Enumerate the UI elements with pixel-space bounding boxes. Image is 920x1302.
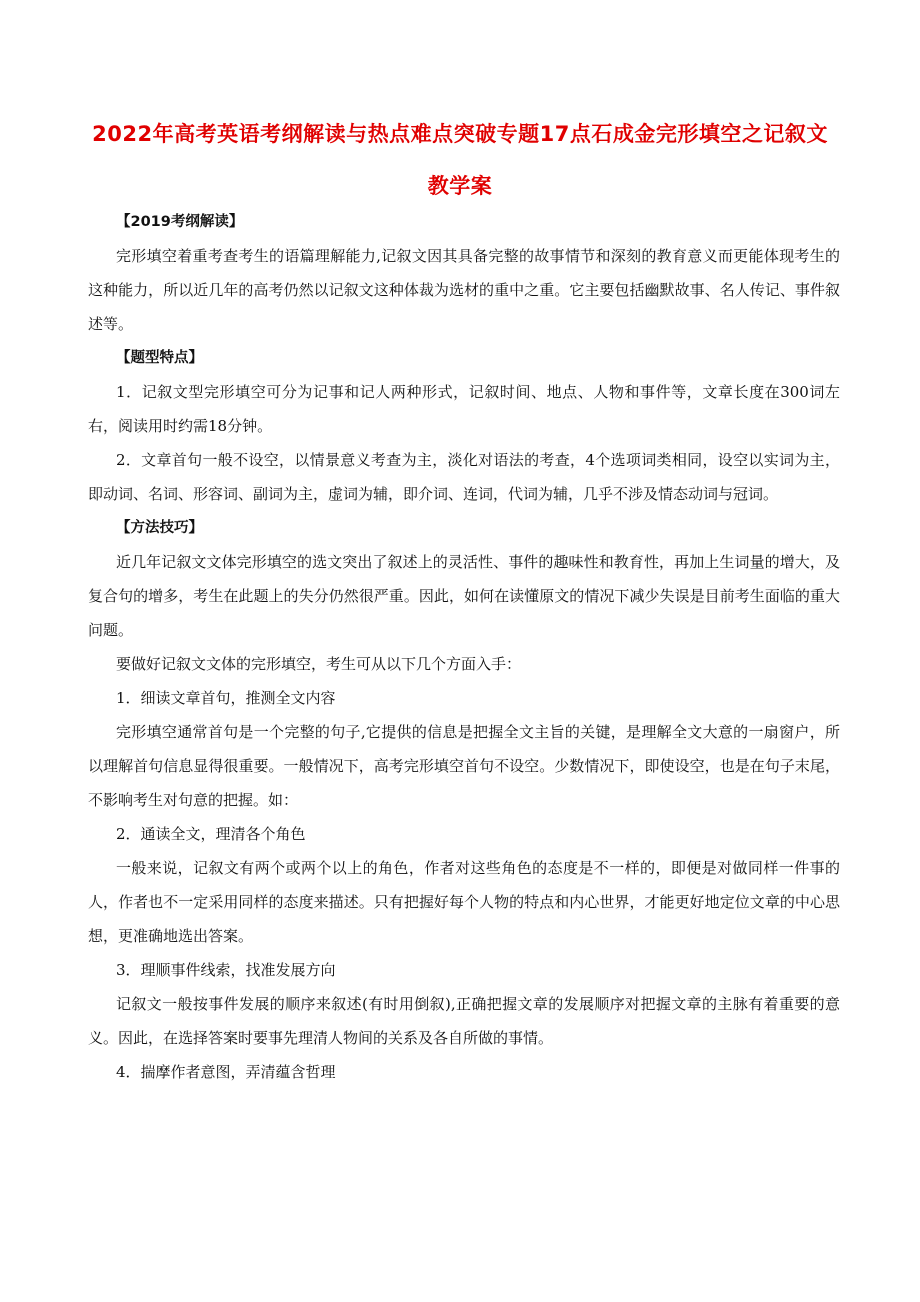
method-1-body: 完形填空通常首句是一个完整的句子,它提供的信息是把握全文主旨的关键，是理解全文大意的一扇窗户，所以理解首句信息显得很重要。一般情况下，高考完形填空首句不设空。少数情况下，即使设空，也是在句子末尾，不影响考生对句意的把握。如： <box>88 723 840 809</box>
paragraph-feature-2: 2．文章首句一般不设空，以情景意义考查为主，淡化对语法的考查，4个选项词类相同，设空以实词为主，即动词、名词、形容词、副词为主，虚词为辅，即介词、连词，代词为辅，几乎不涉及情态动词与冠词。 <box>88 451 840 503</box>
method-2-body: 一般来说，记叙文有两个或两个以上的角色，作者对这些角色的态度是不一样的，即便是对做同样一件事的人，作者也不一定采用同样的态度来描述。只有把握好每个人物的特点和内心世界，才能更好地定位文章的中心思想，更准确地选出答案。 <box>88 859 840 945</box>
document-title-line1: 2022年高考英语考纲解读与热点难点突破专题17点石成金完形填空之记叙文 <box>92 122 828 146</box>
paragraph-methods-intro: 近几年记叙文文体完形填空的选文突出了叙述上的灵活性、事件的趣味性和教育性，再加上生词量的增大，及复合句的增多，考生在此题上的失分仍然很严重。因此，如何在读懂原文的情况下减少失误是目前考生面临的重大问题。 <box>88 553 840 639</box>
method-2-title: 2．通读全文，理清各个角色 <box>116 825 306 843</box>
method-3-title: 3．理顺事件线索，找准发展方向 <box>116 961 336 979</box>
method-4-title: 4．揣摩作者意图，弄清蕴含哲理 <box>116 1063 336 1081</box>
document-title-line2: 教学案 <box>427 174 493 198</box>
paragraph-methods-lead: 要做好记叙文文体的完形填空，考生可从以下几个方面入手： <box>116 655 522 673</box>
paragraph-outline: 完形填空着重考查考生的语篇理解能力,记叙文因其具备完整的故事情节和深刻的教育意义而更能体现考生的这种能力，所以近几年的高考仍然以记叙文这种体裁为选材的重中之重。它主要包括幽默故事、名人传记、事件叙述等。 <box>88 247 840 333</box>
section-heading-methods: 【方法技巧】 <box>116 520 203 536</box>
paragraph-feature-1: 1．记叙文型完形填空可分为记事和记人两种形式，记叙时间、地点、人物和事件等，文章长度在300词左右，阅读用时约需18分钟。 <box>88 383 840 435</box>
method-3-body: 记叙文一般按事件发展的顺序来叙述(有时用倒叙),正确把握文章的发展顺序对把握文章的主脉有着重要的意义。因此，在选择答案时要事先理清人物间的关系及各自所做的事情。 <box>88 995 840 1047</box>
document-body <box>88 205 840 1089</box>
section-heading-features: 【题型特点】 <box>116 350 203 366</box>
section-heading-outline: 【2019考纲解读】 <box>116 214 244 230</box>
method-1-title: 1．细读文章首句，推测全文内容 <box>116 689 336 707</box>
